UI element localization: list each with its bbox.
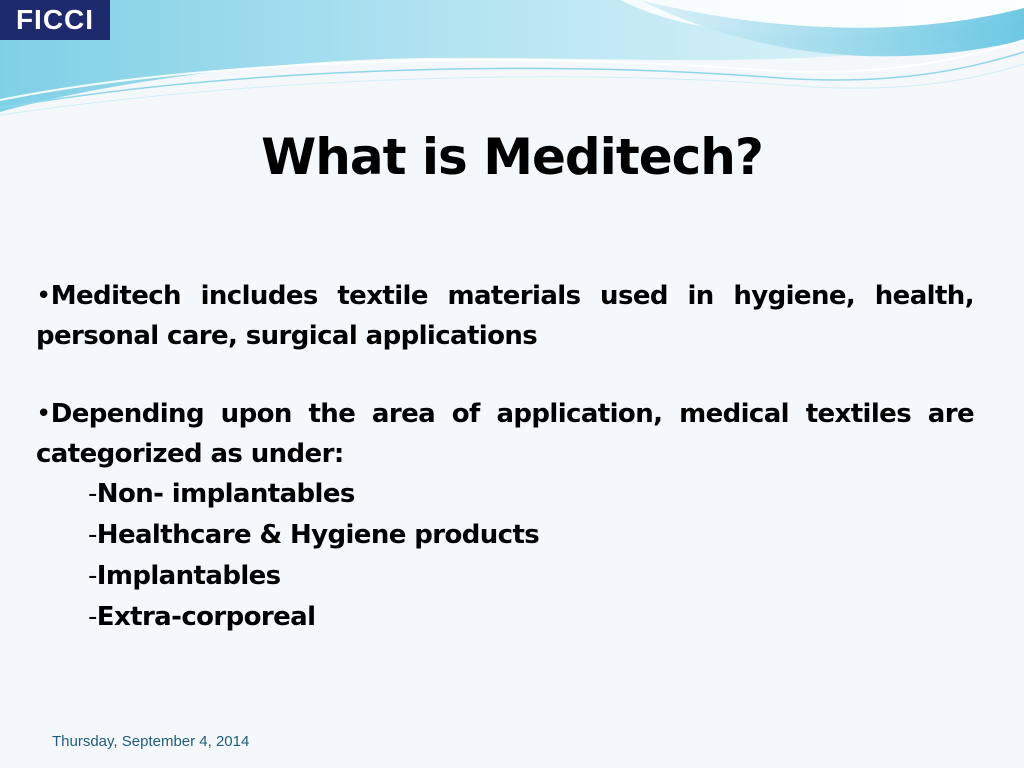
- dash-marker: -: [88, 520, 97, 550]
- header-wave-graphic: [0, 0, 1024, 140]
- bullet-meditech-definition: [36, 276, 974, 356]
- list-item: [88, 597, 974, 638]
- bullet-marker: •: [36, 399, 51, 429]
- dash-marker: -: [88, 561, 97, 591]
- list-item: [88, 474, 974, 515]
- dash-marker: -: [88, 479, 97, 509]
- bullet-text: Depending upon the area of application, medical textiles are categorized as under:: [36, 399, 974, 469]
- bullet-marker: •: [36, 281, 51, 311]
- bullet-text: Meditech includes textile materials used in hygiene, health, personal care, surgical applications: [36, 281, 974, 351]
- category-text: Healthcare & Hygiene products: [96, 520, 540, 550]
- ficci-logo: [0, 0, 110, 40]
- dash-marker: -: [88, 602, 97, 632]
- slide-title: What is Meditech?: [261, 128, 763, 186]
- logo-text: FICCI: [15, 4, 95, 35]
- category-list: [36, 474, 974, 638]
- list-item: [88, 556, 974, 597]
- category-text: Extra-corporeal: [96, 602, 316, 632]
- category-text: Non- implantables: [96, 479, 355, 509]
- footer-date: Thursday, September 4, 2014: [52, 733, 250, 750]
- bullet-categories-intro: [36, 394, 974, 474]
- list-item: [88, 515, 974, 556]
- slide-body: [36, 276, 974, 638]
- category-text: Implantables: [96, 561, 281, 591]
